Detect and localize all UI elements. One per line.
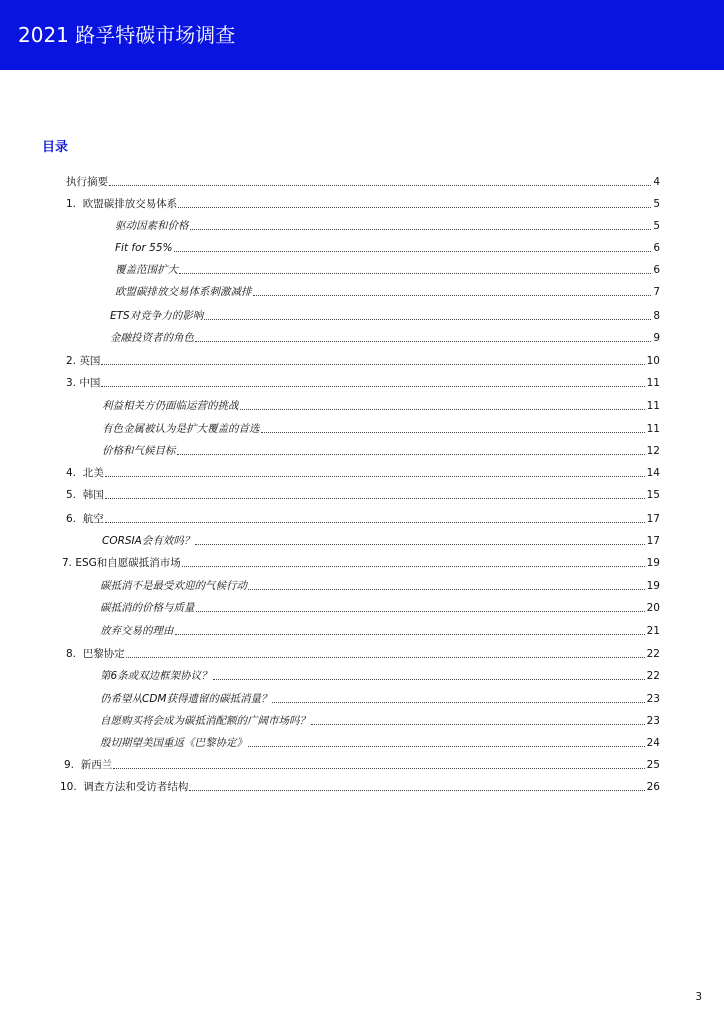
toc-entry-page: 4 bbox=[653, 176, 660, 188]
toc-entry-number: 8. bbox=[66, 648, 83, 660]
toc-entry[interactable] bbox=[66, 462, 660, 480]
toc-dot-leader bbox=[190, 228, 652, 230]
toc-entry-page: 11 bbox=[646, 423, 660, 435]
toc-dot-leader bbox=[179, 272, 651, 274]
toc-dot-leader bbox=[174, 250, 652, 252]
toc-entry-number: 1. bbox=[66, 198, 83, 210]
toc-entry[interactable] bbox=[66, 350, 660, 368]
toc-entry-label: 碳抵消不是最受欢迎的气候行动 bbox=[100, 580, 247, 592]
toc-entry[interactable] bbox=[66, 508, 660, 526]
toc-entry-label: 价格和气候目标 bbox=[102, 445, 176, 457]
toc-entry-label: 北美 bbox=[82, 467, 104, 479]
toc-entry[interactable] bbox=[102, 395, 660, 413]
document-title: 2021 路孚特碳市场调查 bbox=[18, 23, 236, 47]
toc-entry-page: 11 bbox=[646, 400, 660, 412]
toc-entry[interactable] bbox=[64, 754, 660, 772]
toc-entry[interactable] bbox=[102, 440, 660, 458]
toc-entry-page: 6 bbox=[653, 264, 660, 276]
toc-entry-label: 执行摘要 bbox=[66, 176, 108, 188]
toc-dot-leader bbox=[195, 543, 644, 545]
toc-dot-leader bbox=[253, 294, 652, 296]
toc-entry-label: CORSIA会有效吗？ bbox=[102, 535, 195, 547]
toc-entry-label: ETS对竞争力的影响 bbox=[110, 310, 204, 322]
toc-entry-page: 23 bbox=[646, 715, 660, 727]
toc-entry[interactable] bbox=[102, 418, 660, 436]
toc-entry[interactable] bbox=[66, 643, 660, 661]
toc-entry-label: 航空 bbox=[82, 513, 104, 525]
toc-dot-leader bbox=[105, 497, 645, 499]
toc-entry-label: 驱动因素和价格 bbox=[115, 220, 189, 232]
toc-dot-leader bbox=[126, 656, 645, 658]
toc-entry-page: 9 bbox=[653, 332, 660, 344]
toc-dot-leader bbox=[213, 678, 645, 680]
toc-entry[interactable] bbox=[115, 237, 660, 255]
toc-entry[interactable] bbox=[115, 281, 660, 299]
toc-entry-page: 17 bbox=[646, 513, 660, 525]
toc-entry[interactable] bbox=[100, 597, 660, 615]
toc-entry-label: 中国 bbox=[79, 377, 101, 389]
toc-entry-page: 15 bbox=[646, 489, 660, 501]
page-number: 3 bbox=[695, 991, 702, 1003]
toc-entry[interactable] bbox=[115, 215, 660, 233]
toc-dot-leader bbox=[204, 318, 651, 320]
toc-entry-number: 5. bbox=[66, 489, 83, 501]
toc-dot-leader bbox=[105, 521, 645, 523]
toc-entry-page: 20 bbox=[646, 602, 660, 614]
toc-dot-leader bbox=[105, 475, 645, 477]
toc-entry-page: 23 bbox=[646, 693, 660, 705]
toc-dot-leader bbox=[178, 206, 651, 208]
toc-entry[interactable] bbox=[66, 484, 660, 502]
toc-entry-label: 调查方法和受访者结构 bbox=[83, 781, 189, 793]
toc-entry-page: 21 bbox=[646, 625, 660, 637]
toc-entry-page: 12 bbox=[646, 445, 660, 457]
toc-entry[interactable] bbox=[100, 710, 660, 728]
toc-dot-leader bbox=[101, 363, 644, 365]
toc-dot-leader bbox=[182, 565, 645, 567]
toc-dot-leader bbox=[311, 723, 645, 725]
toc-entry-number: 9. bbox=[64, 759, 81, 771]
toc-dot-leader bbox=[109, 184, 651, 186]
toc-entry-page: 22 bbox=[646, 670, 660, 682]
toc-entry-page: 22 bbox=[646, 648, 660, 660]
toc-entry-number: 10. bbox=[60, 781, 84, 793]
toc-entry-page: 17 bbox=[646, 535, 660, 547]
toc-entry-label: 英国 bbox=[79, 355, 101, 367]
toc-entry-label: 放弃交易的理由 bbox=[100, 625, 174, 637]
toc-entry-page: 26 bbox=[646, 781, 660, 793]
toc-entry[interactable] bbox=[110, 327, 660, 345]
toc-entry-label: 自愿购买将会成为碳抵消配额的广阔市场吗？ bbox=[100, 715, 310, 727]
toc-entry-page: 11 bbox=[646, 377, 660, 389]
toc-dot-leader bbox=[101, 385, 644, 387]
toc-entry[interactable] bbox=[66, 193, 660, 211]
toc-entry-label: 利益相关方仍面临运营的挑战 bbox=[102, 400, 239, 412]
toc-entry[interactable] bbox=[60, 776, 660, 794]
toc-entry[interactable] bbox=[102, 530, 660, 548]
toc-dot-leader bbox=[248, 588, 645, 590]
toc-dot-leader bbox=[272, 701, 644, 703]
toc-entry-label: 有色金属被认为是扩大覆盖的首选 bbox=[102, 423, 260, 435]
toc-entry-label: 仍希望从CDM获得遗留的碳抵消量？ bbox=[100, 693, 272, 705]
toc-entry-page: 19 bbox=[646, 580, 660, 592]
toc-entry[interactable] bbox=[100, 665, 660, 683]
toc-entry[interactable] bbox=[62, 552, 660, 570]
toc-entry[interactable] bbox=[110, 305, 660, 323]
toc-entry-label: 韩国 bbox=[82, 489, 104, 501]
toc-entry-page: 7 bbox=[653, 286, 660, 298]
toc-dot-leader bbox=[189, 789, 644, 791]
toc-entry-label: 第6条或双边框架协议？ bbox=[100, 670, 212, 682]
toc-entry[interactable] bbox=[100, 732, 660, 750]
toc-entry-page: 25 bbox=[646, 759, 660, 771]
toc-entry[interactable] bbox=[100, 688, 660, 706]
toc-entry-page: 8 bbox=[653, 310, 660, 322]
toc-dot-leader bbox=[175, 633, 645, 635]
toc-entry-page: 19 bbox=[646, 557, 660, 569]
toc-entry-number: 4. bbox=[66, 467, 83, 479]
toc-entry-number: 2. bbox=[66, 355, 80, 367]
toc-entry-label: 金融投资者的角色 bbox=[110, 332, 194, 344]
toc-entry-label: 碳抵消的价格与质量 bbox=[100, 602, 195, 614]
toc-entry-label: 新西兰 bbox=[80, 759, 113, 771]
toc-entry[interactable] bbox=[66, 372, 660, 390]
toc-entry-page: 5 bbox=[653, 220, 660, 232]
toc-entry-number: 7. bbox=[62, 557, 76, 569]
toc-entry-label: Fit for 55% bbox=[115, 242, 173, 254]
toc-heading: 目录 bbox=[42, 140, 69, 155]
toc-entry-label: ESG和自愿碳抵消市场 bbox=[75, 557, 181, 569]
toc-dot-leader bbox=[248, 745, 645, 747]
toc-entry[interactable] bbox=[100, 620, 660, 638]
toc-entry-page: 24 bbox=[646, 737, 660, 749]
toc-dot-leader bbox=[195, 340, 651, 342]
toc-entry[interactable] bbox=[115, 259, 660, 277]
toc-dot-leader bbox=[196, 610, 645, 612]
toc-entry-number: 3. bbox=[66, 377, 80, 389]
toc-entry-page: 6 bbox=[653, 242, 660, 254]
toc-dot-leader bbox=[261, 431, 645, 433]
toc-entry-page: 10 bbox=[646, 355, 660, 367]
toc-entry-number: 6. bbox=[66, 513, 83, 525]
toc-dot-leader bbox=[240, 408, 645, 410]
toc-dot-leader bbox=[113, 767, 644, 769]
toc-entry[interactable] bbox=[66, 171, 660, 189]
toc-entry[interactable] bbox=[100, 575, 660, 593]
toc-dot-leader bbox=[177, 453, 645, 455]
toc-entry-label: 欧盟碳排放交易体系 bbox=[82, 198, 178, 210]
toc-entry-label: 巴黎协定 bbox=[82, 648, 125, 660]
toc-entry-page: 14 bbox=[646, 467, 660, 479]
toc-entry-page: 5 bbox=[653, 198, 660, 210]
toc-entry-label: 欧盟碳排放交易体系刺激减排 bbox=[115, 286, 252, 298]
toc-entry-label: 覆盖范围扩大 bbox=[115, 264, 178, 276]
toc-entry-label: 殷切期望美国重返《巴黎协定》 bbox=[100, 737, 247, 749]
